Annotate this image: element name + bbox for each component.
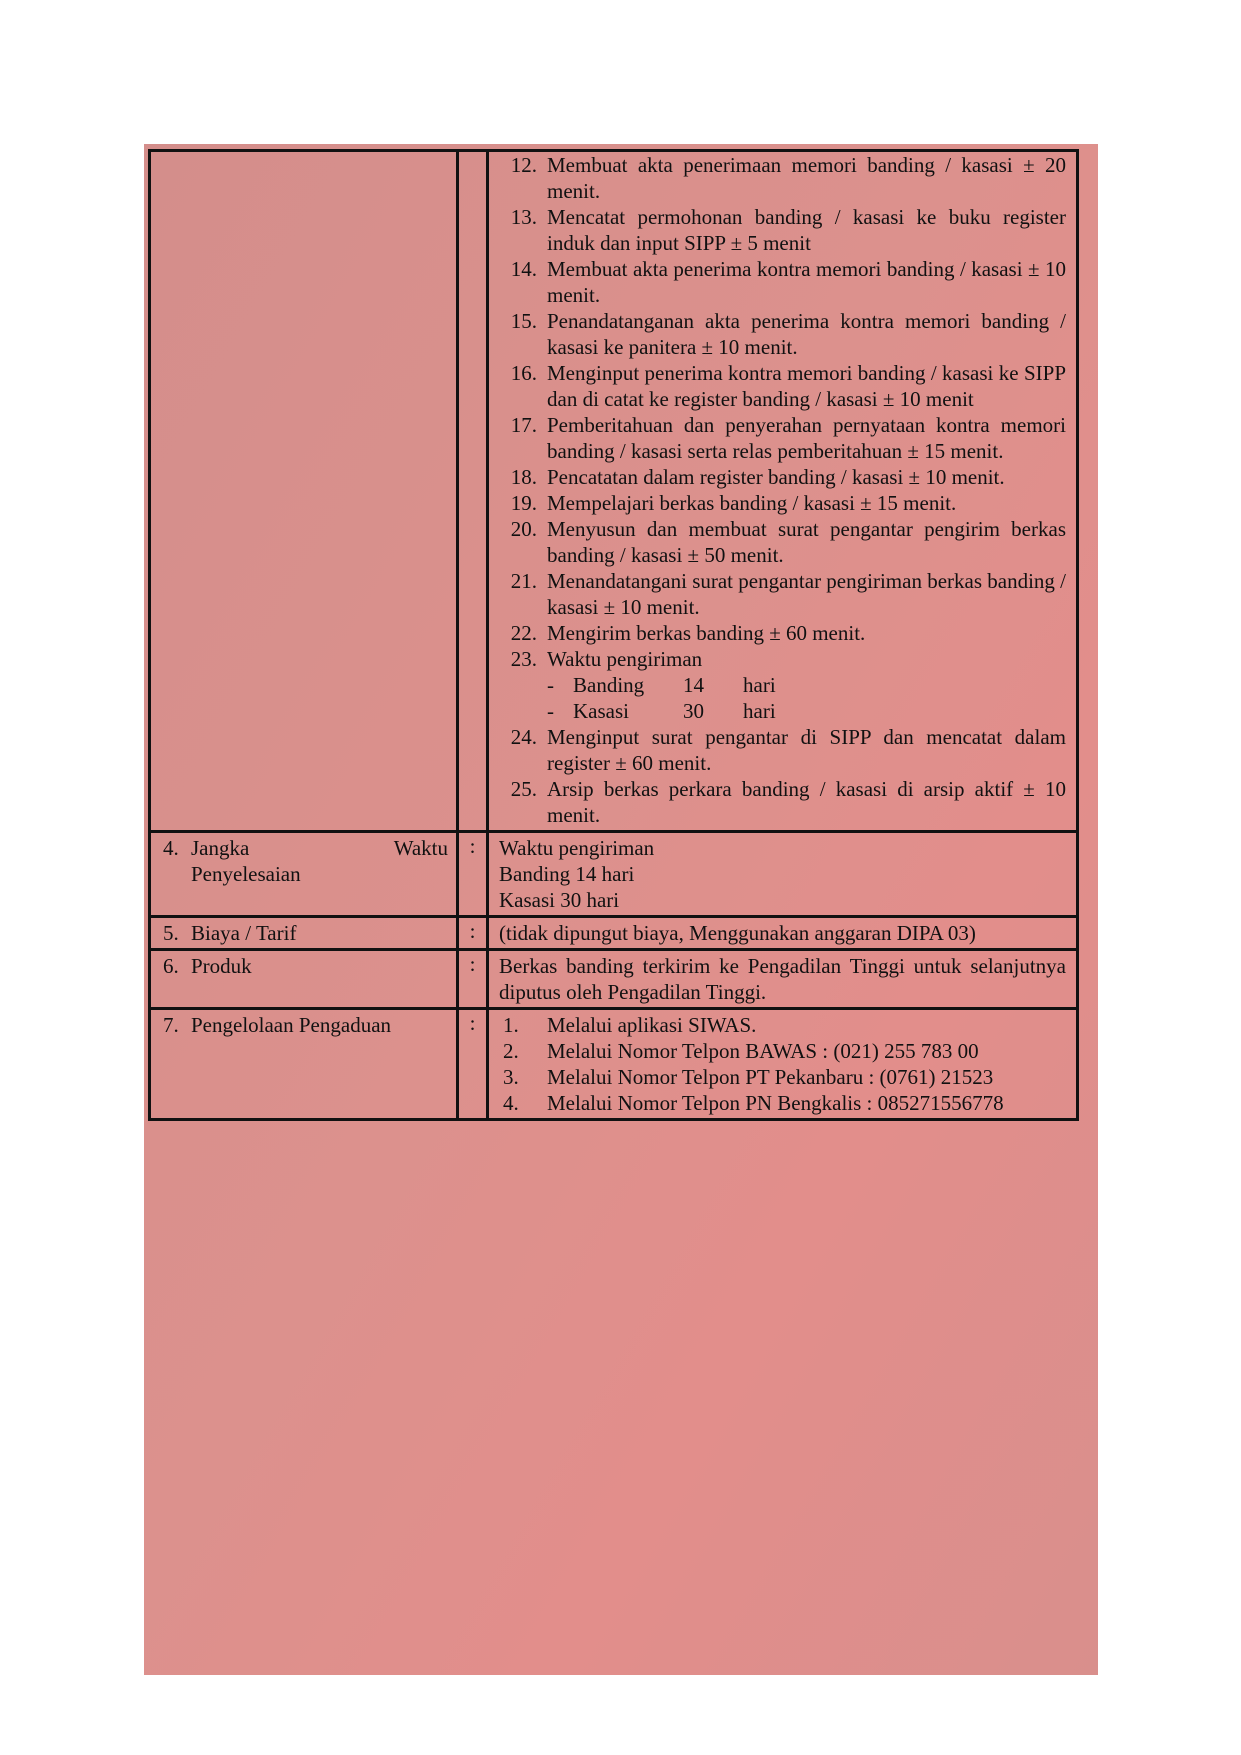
- list-item: 18. Pencatatan dalam register banding / kasasi ± 10 menit.: [510, 465, 1005, 489]
- list-item: 19. Mempelajari berkas banding / kasasi ± 15 menit.: [510, 491, 957, 515]
- step-23-sub-kasasi: - Kasasi 30 hari: [547, 699, 776, 723]
- list-item: 16. Menginput penerima kontra memori banding / kasasi ke SIPP dan di catat ke register banding / kasasi ± 10 menit: [510, 361, 1066, 411]
- list-item: 23. Waktu pengiriman - Banding 14 hari - Kasasi 30 hari: [499, 646, 1066, 724]
- list-item: 17. Pemberitahuan dan penyerahan pernyataan kontra memori banding / kasasi serta relas pemberitahuan ± 15 menit.: [510, 413, 1066, 463]
- colon: :: [458, 1009, 488, 1120]
- list-item: 20. Menyusun dan membuat surat pengantar pengirim berkas banding / kasasi ± 50 menit.: [510, 517, 1066, 567]
- row-label-jangka-waktu: 4. Jangka Waktu Penyelesaian: [163, 836, 448, 886]
- table-row-pengaduan: [150, 1009, 1078, 1120]
- produk-value: Berkas banding terkirim ke Pengadilan Tinggi untuk selanjutnya diputus oleh Pengadilan Tinggi.: [499, 954, 1066, 1004]
- list-item: 2. Melalui Nomor Telpon BAWAS : (021) 255 783 00: [503, 1039, 979, 1063]
- list-item: 3. Melalui Nomor Telpon PT Pekanbaru : (0761) 21523: [503, 1065, 994, 1089]
- list-item: 14. Membuat akta penerima kontra memori banding / kasasi ± 10 menit.: [510, 257, 1066, 307]
- colon: :: [458, 950, 488, 1009]
- jangka-waktu-value: Waktu pengiriman Banding 14 hari Kasasi 30 hari: [499, 836, 655, 912]
- step-23-text: Waktu pengiriman: [547, 647, 703, 671]
- table-row-procedure: [150, 151, 1078, 832]
- colon: :: [458, 917, 488, 950]
- table-row-produk: [150, 950, 1078, 1009]
- biaya-value: (tidak dipungut biaya, Menggunakan anggaran DIPA 03): [499, 921, 976, 945]
- table-row-biaya: [150, 917, 1078, 950]
- row-label-biaya: 5. Biaya / Tarif: [163, 921, 297, 945]
- list-item: 21. Menandatangani surat pengantar pengiriman berkas banding / kasasi ± 10 menit.: [510, 569, 1066, 619]
- list-item: 12. Membuat akta penerimaan memori banding / kasasi ± 20 menit.: [510, 153, 1066, 203]
- row-label-pengaduan: 7. Pengelolaan Pengaduan: [163, 1013, 392, 1037]
- sop-table: [148, 149, 1079, 1121]
- list-item: 15. Penandatanganan akta penerima kontra memori banding / kasasi ke panitera ± 10 menit.: [510, 309, 1066, 359]
- list-item: 1. Melalui aplikasi SIWAS.: [503, 1013, 757, 1037]
- table-row-jangka-waktu: [150, 832, 1078, 917]
- procedure-steps-cell: [488, 151, 1078, 832]
- list-item: 25. Arsip berkas perkara banding / kasasi di arsip aktif ± 10 menit.: [510, 777, 1066, 827]
- procedure-steps-list: [489, 152, 1076, 830]
- step-23-sub-banding: - Banding 14 hari: [547, 673, 776, 697]
- list-item: 13. Mencatat permohonan banding / kasasi ke buku register induk dan input SIPP ± 5 menit: [510, 205, 1066, 255]
- procedure-colon-cell: [458, 151, 488, 832]
- colon: :: [458, 832, 488, 917]
- procedure-label-cell: [150, 151, 458, 832]
- row-label-produk: 6. Produk: [163, 954, 252, 978]
- pengaduan-list: [489, 1010, 1076, 1118]
- list-item: 22. Mengirim berkas banding ± 60 menit.: [510, 621, 866, 645]
- list-item: 24. Menginput surat pengantar di SIPP dan mencatat dalam register ± 60 menit.: [510, 725, 1066, 775]
- list-item: 4. Melalui Nomor Telpon PN Bengkalis : 085271556778: [503, 1091, 1004, 1115]
